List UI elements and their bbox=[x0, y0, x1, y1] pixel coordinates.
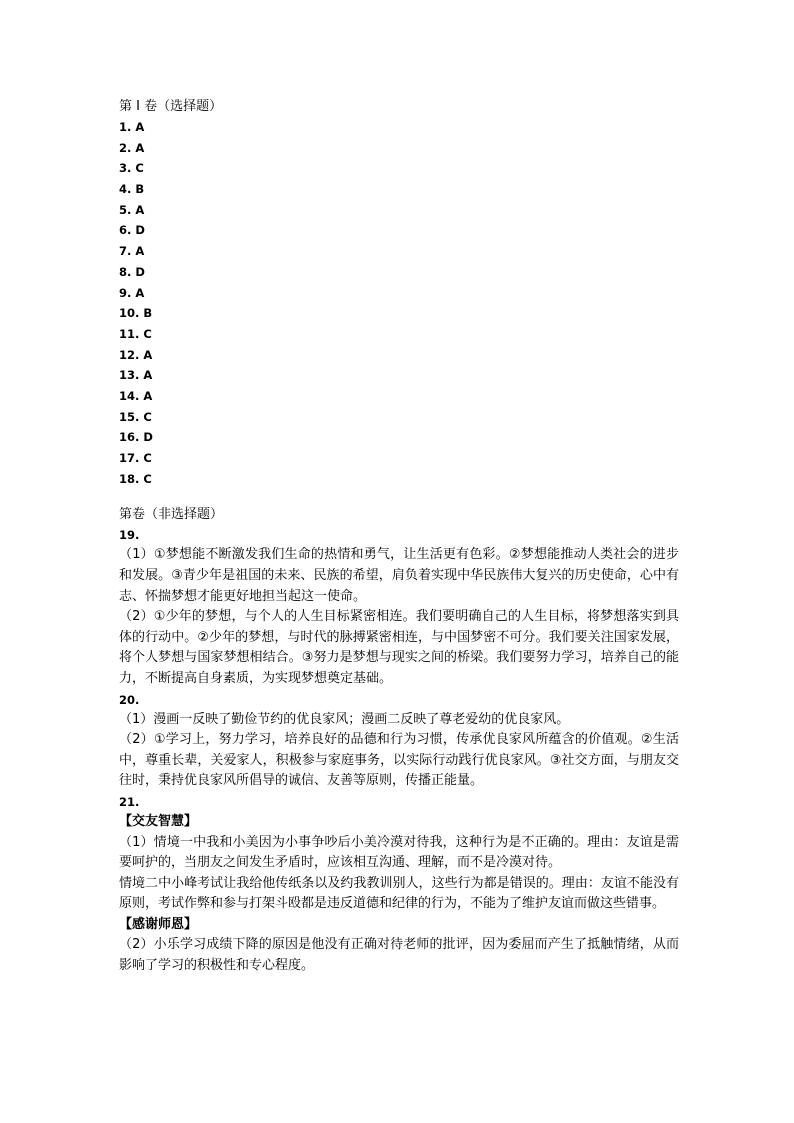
question-21-answer-2: （2）小乐学习成绩下降的原因是他没有正确对待老师的批评，因为委屈而产生了抵触情绪，从而影响了学习的积极性和专心程度。 bbox=[119, 937, 679, 974]
question-21-answer-1b: 情境二中小峰考试让我给他传纸条以及约我教训别人，这些行为都是错误的。理由：友谊不能没有原则，考试作弊和参与打架斗殴都是违反道德和纪律的行为，不能为了维护友谊而做这些错事。 bbox=[119, 875, 679, 912]
section-gap bbox=[119, 489, 679, 505]
answer-item: 6. D bbox=[119, 223, 145, 238]
answer-item: 1. A bbox=[119, 120, 145, 134]
answer-item: 5. A bbox=[119, 202, 145, 217]
answer-item: 4. B bbox=[119, 182, 145, 197]
question-19-answer-2: （2）①少年的梦想，与个人的人生目标紧密相连。我们要明确自己的人生目标，将梦想落实到具体的行动中。②少年的梦想，与时代的脉搏紧密相连，与中国梦密不可分。我们要关注国家发展，将个人梦想与国家梦想相结合。③努力是梦想与现实之间的桥梁。我们要努力学习，培养自己的能力，不断提高自身素质，为实现梦想奠定基础。 bbox=[119, 609, 679, 686]
question-19-number: 19. bbox=[119, 528, 140, 543]
answer-item: 11. C bbox=[119, 326, 152, 341]
answer-item: 13. A bbox=[119, 368, 153, 383]
answer-item: 9. A bbox=[119, 285, 145, 300]
answer-item: 16. D bbox=[119, 430, 153, 445]
question-21-heading-teacher: 【感谢师恩】 bbox=[119, 916, 198, 932]
question-21-answer-1: （1）情境一中我和小美因为小事争吵后小美冷漠对待我，这种行为是不正确的。理由：友谊是需要呵护的，当朋友之间发生矛盾时，应该相互沟通、理解，而不是冷漠对待。 bbox=[119, 834, 679, 871]
answer-item: 17. C bbox=[119, 451, 152, 465]
question-21-number: 21. bbox=[119, 794, 140, 809]
answer-item: 8. D bbox=[119, 264, 145, 279]
question-21-heading-friendship: 【交友智慧】 bbox=[119, 813, 198, 829]
section-2-title: 第卷（非选择题） bbox=[119, 507, 224, 523]
answer-item: 12. A bbox=[119, 347, 153, 362]
answer-item: 3. C bbox=[119, 161, 144, 176]
answer-item: 10. B bbox=[119, 306, 153, 321]
answer-item: 2. A bbox=[119, 140, 145, 155]
question-20-number: 20. bbox=[119, 692, 140, 707]
answer-item: 7. A bbox=[119, 244, 145, 259]
choice-answer-list bbox=[119, 117, 679, 489]
question-20-answer-2: （2）①学习上，努力学习，培养良好的品德和行为习惯，传承优良家风所蕴含的价值观。②生活中，尊重长辈，关爱家人，积极参与家庭事务，以实际行动践行优良家风。③社交方面，与朋友交往时，秉持优良家风所倡导的诚信、友善等原则，传播正能量。 bbox=[119, 732, 679, 789]
question-20-answer-1: （1）漫画一反映了勤俭节约的优良家风；漫画二反映了尊老爱幼的优良家风。 bbox=[119, 711, 570, 727]
answer-sheet bbox=[119, 97, 679, 977]
answer-item: 14. A bbox=[119, 388, 153, 403]
question-19-answer-1: （1）①梦想能不断激发我们生命的热情和勇气，让生活更有色彩。②梦想能推动人类社会的进步和发展。③青少年是祖国的未来、民族的希望，肩负着实现中华民族伟大复兴的历史使命，心中有志、怀揣梦想才能更好地担当起这一使命。 bbox=[119, 547, 679, 604]
answer-item: 15. C bbox=[119, 409, 152, 424]
section-1-title: 第 I 卷（选择题） bbox=[119, 99, 223, 114]
answer-item: 18. C bbox=[119, 471, 152, 486]
